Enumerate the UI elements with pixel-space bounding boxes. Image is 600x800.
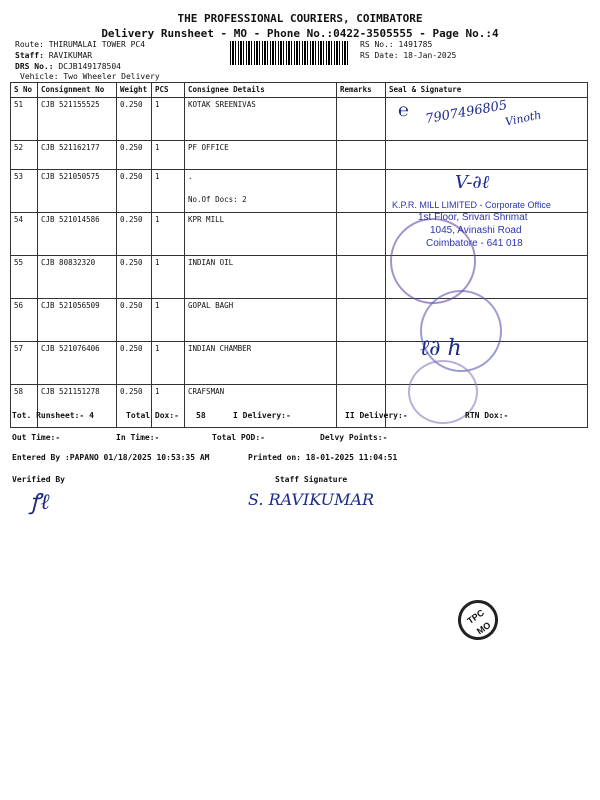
- cell-pcs: [152, 170, 185, 213]
- cell-sno: [11, 98, 38, 141]
- table-row: [11, 256, 588, 299]
- cell-consignee-text: KOTAK SREENIVAS: [188, 100, 256, 109]
- cell-consignment: [38, 141, 117, 170]
- consignee-extra: No.Of Docs: 2: [188, 195, 247, 204]
- cell-weight-text: 0.250: [120, 143, 143, 152]
- cell-pcs-text: 1: [155, 387, 160, 396]
- cell-pcs-text: 1: [155, 344, 160, 353]
- col-consignee: Consignee Details: [185, 83, 337, 98]
- cell-consignee: [185, 299, 337, 342]
- cell-sno-text: 54: [14, 215, 24, 224]
- cell-remarks: [337, 385, 386, 428]
- col-pcs: PCS: [152, 83, 185, 98]
- total-dox-label: Total Dox:-: [126, 411, 179, 420]
- total-dox-value: 58: [196, 411, 206, 420]
- tpc-seal-line-2: MO: [474, 619, 493, 637]
- table-row: [11, 385, 588, 428]
- stamp-line-4: Coimbatore - 641 018: [426, 238, 523, 249]
- staff-value: RAVIKUMAR: [48, 51, 93, 60]
- cell-consignment-text: CJB 521155525: [41, 100, 100, 109]
- cell-consignee-text: CRAFSMAN: [188, 387, 225, 396]
- rs-no-value: 1491785: [398, 40, 433, 49]
- cell-remarks: [337, 98, 386, 141]
- cell-pcs-text: 1: [155, 301, 160, 310]
- table-row: [11, 342, 588, 385]
- entered-by: Entered By :PAPANO 01/18/2025 10:53:35 AM: [12, 453, 210, 462]
- cell-sno: [11, 385, 38, 428]
- cell-consignee: [185, 170, 337, 213]
- signature-mark-53: V-∂ℓ: [455, 172, 490, 193]
- cell-pcs-text: 1: [155, 172, 160, 181]
- cell-sno: [11, 141, 38, 170]
- cell-consignment: [38, 256, 117, 299]
- vehicle-value: Two Wheeler Delivery: [63, 72, 160, 81]
- cell-remarks: [337, 342, 386, 385]
- col-sno: S No: [11, 83, 38, 98]
- cell-weight: [117, 385, 152, 428]
- cell-sno-text: 52: [14, 143, 24, 152]
- verified-by: Verified By: [12, 475, 65, 484]
- cell-weight-text: 0.250: [120, 172, 143, 181]
- cell-pcs-text: 1: [155, 258, 160, 267]
- cell-remarks: [337, 170, 386, 213]
- rs-no-line: RS No.: 1491785: [360, 40, 433, 49]
- cell-sno: [11, 170, 38, 213]
- rs-date-line: RS Date: 18-Jan-2025: [360, 51, 457, 60]
- cell-consignment-text: CJB 521076406: [41, 344, 100, 353]
- cell-sno: [11, 256, 38, 299]
- barcode: [230, 41, 350, 65]
- cell-sno-text: 53: [14, 172, 24, 181]
- cell-consignment-text: CJB 521056509: [41, 301, 100, 310]
- col-remarks: Remarks: [337, 83, 386, 98]
- stamp-line-3: 1045, Avinashi Road: [430, 225, 522, 236]
- cell-remarks: [337, 141, 386, 170]
- in-time: In Time:-: [116, 433, 160, 442]
- col-seal: Seal & Signature: [386, 83, 588, 98]
- cell-consignee: [185, 342, 337, 385]
- cell-consignee-text: PF OFFICE: [188, 143, 229, 152]
- rs-date-value: 18-Jan-2025: [403, 51, 457, 60]
- cell-weight-text: 0.250: [120, 387, 143, 396]
- drs-value: DCJB149178504: [58, 62, 121, 71]
- cell-pcs-text: 1: [155, 143, 160, 152]
- cell-sno: [11, 342, 38, 385]
- cell-consignment: [38, 213, 117, 256]
- delvy-points: Delvy Points:-: [320, 433, 388, 442]
- out-time: Out Time:-: [12, 433, 61, 442]
- cell-pcs-text: 1: [155, 100, 160, 109]
- cell-consignment-text: CJB 521151278: [41, 387, 100, 396]
- route-value: THIRUMALAI TOWER PC4: [48, 40, 146, 49]
- handwritten-name: Vinoth: [504, 108, 543, 129]
- cell-weight: [117, 141, 152, 170]
- cell-pcs: [152, 213, 185, 256]
- cell-weight: [117, 98, 152, 141]
- tpc-seal: [450, 592, 506, 648]
- cell-pcs: [152, 256, 185, 299]
- cell-sno: [11, 299, 38, 342]
- company-title: THE PROFESSIONAL COURIERS, COIMBATORE: [177, 12, 423, 25]
- cell-weight: [117, 342, 152, 385]
- rtn-dox: RTN Dox:-: [465, 411, 509, 420]
- cell-pcs: [152, 141, 185, 170]
- cell-consignee: [185, 141, 337, 170]
- verifier-signature: ꝭℓ: [30, 490, 50, 515]
- total-pod: Total POD:-: [212, 433, 265, 442]
- col-weight: Weight: [117, 83, 152, 98]
- staff-signature-label: Staff Signature: [275, 475, 348, 484]
- cell-weight-text: 0.250: [120, 301, 143, 310]
- vehicle-line: Vehicle: Two Wheeler Delivery: [20, 72, 160, 81]
- cell-sno-text: 56: [14, 301, 24, 310]
- route-line: Route: THIRUMALAI TOWER PC4: [15, 40, 146, 49]
- cell-consignee: [185, 385, 337, 428]
- printed-on: Printed on: 18-01-2025 11:04:51: [248, 453, 398, 462]
- staff-line: Staff: RAVIKUMAR: [15, 51, 93, 60]
- cell-weight: [117, 213, 152, 256]
- cell-remarks: [337, 299, 386, 342]
- cell-sno: [11, 213, 38, 256]
- cell-consignee: [185, 256, 337, 299]
- cell-sno-text: 57: [14, 344, 24, 353]
- cell-consignment-text: CJB 521014586: [41, 215, 100, 224]
- runsheet-table: [10, 82, 588, 428]
- cell-consignee: [185, 98, 337, 141]
- runsheet-subtitle: Delivery Runsheet - MO - Phone No.:0422-3505555 - Page No.:4: [101, 27, 499, 40]
- signature-mark-51: ℮: [398, 100, 409, 121]
- cell-consignee-text: GOPAL BAGH: [188, 301, 234, 310]
- cell-consignment: [38, 98, 117, 141]
- cell-weight-text: 0.250: [120, 100, 143, 109]
- cell-weight-text: 0.250: [120, 344, 143, 353]
- cell-pcs-text: 1: [155, 215, 160, 224]
- table-row: [11, 141, 588, 170]
- cell-weight: [117, 170, 152, 213]
- cell-consignment-text: CJB 521050575: [41, 172, 100, 181]
- handwritten-phone: 7907496805: [424, 97, 509, 128]
- cell-seal: [386, 141, 588, 170]
- cell-pcs: [152, 385, 185, 428]
- table-header-row: [11, 83, 588, 98]
- cell-remarks: [337, 213, 386, 256]
- tpc-seal-line-1: TPC: [465, 607, 486, 626]
- cell-sno-text: 58: [14, 387, 24, 396]
- stamp-line-2: 1st Floor, Srivari Shrimat: [418, 212, 528, 223]
- cell-consignee-text: KPR MILL: [188, 215, 225, 224]
- cell-remarks: [337, 256, 386, 299]
- cell-consignment: [38, 342, 117, 385]
- col-consignment: Consignment No: [38, 83, 117, 98]
- stamp-line-1: K.P.R. MILL LIMITED - Corporate Office: [392, 200, 551, 210]
- cell-consignment: [38, 299, 117, 342]
- cell-weight: [117, 299, 152, 342]
- cell-consignment: [38, 170, 117, 213]
- cell-consignment: [38, 385, 117, 428]
- cell-sno-text: 51: [14, 100, 24, 109]
- signature-mark-57: ℓ∂ h: [420, 336, 462, 361]
- cell-weight-text: 0.250: [120, 215, 143, 224]
- cell-pcs: [152, 342, 185, 385]
- cell-consignee-text: INDIAN CHAMBER: [188, 344, 252, 353]
- cell-sno-text: 55: [14, 258, 24, 267]
- cell-consignee-text: .: [188, 172, 193, 181]
- cell-consignee-text: INDIAN OIL: [188, 258, 234, 267]
- staff-signature: S. RAVIKUMAR: [248, 490, 375, 509]
- cell-pcs: [152, 98, 185, 141]
- cell-pcs: [152, 299, 185, 342]
- cell-consignment-text: CJB 521162177: [41, 143, 100, 152]
- tot-runsheet: Tot. Runsheet:- 4: [12, 411, 94, 420]
- drs-line: DRS No.: DCJB149178504: [15, 62, 121, 71]
- cell-consignee: [185, 213, 337, 256]
- cell-weight-text: 0.250: [120, 258, 143, 267]
- i-delivery: I Delivery:-: [233, 411, 291, 420]
- cell-consignment-text: CJB 80832320: [41, 258, 96, 267]
- cell-weight: [117, 256, 152, 299]
- ii-delivery: II Delivery:-: [345, 411, 408, 420]
